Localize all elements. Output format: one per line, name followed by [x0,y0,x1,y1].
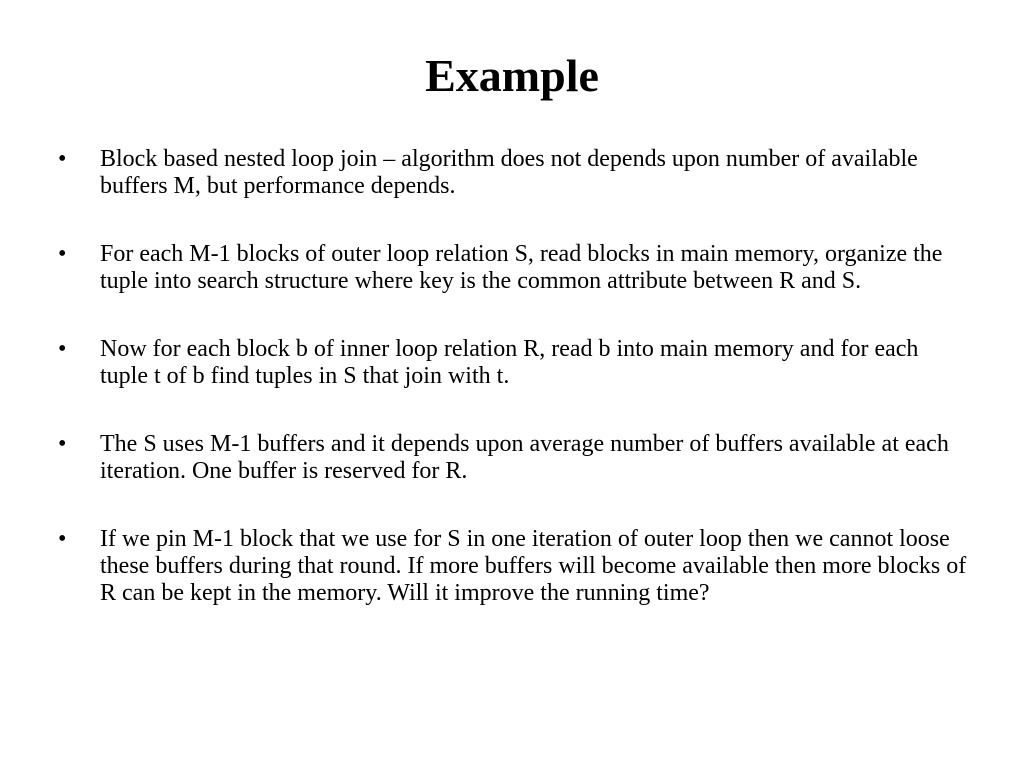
bullet-icon: • [58,146,67,172]
bullet-icon: • [58,241,67,267]
bullet-icon: • [58,526,67,552]
bullet-text: The S uses M-1 buffers and it depends upon average number of buffers available at each iteration. One buffer is reserved for R. [100,431,949,484]
bullet-item [58,526,968,607]
bullet-text: Now for each block b of inner loop relation R, read b into main memory and for each tuple t of b find tuples in S that join with t. [100,336,919,389]
slide-title: Example [425,50,599,101]
bullet-icon: • [58,336,67,362]
bullet-item [58,146,968,200]
bullet-text: For each M-1 blocks of outer loop relation S, read blocks in main memory, organize the tuple into search structure where key is the common attribute between R and S. [100,241,943,294]
bullet-text: Block based nested loop join – algorithm does not depends upon number of available buffers M, but performance depends. [100,146,918,199]
bullet-item [58,241,968,295]
bullet-icon: • [58,431,67,457]
bullet-item [58,431,968,485]
bullet-list [58,146,968,607]
bullet-item [58,336,968,390]
bullet-text: If we pin M-1 block that we use for S in one iteration of outer loop then we cannot loose these buffers during that round. If more buffers will become available then more blocks of R can be kept in the memory. Will it improve the running time? [100,526,967,606]
